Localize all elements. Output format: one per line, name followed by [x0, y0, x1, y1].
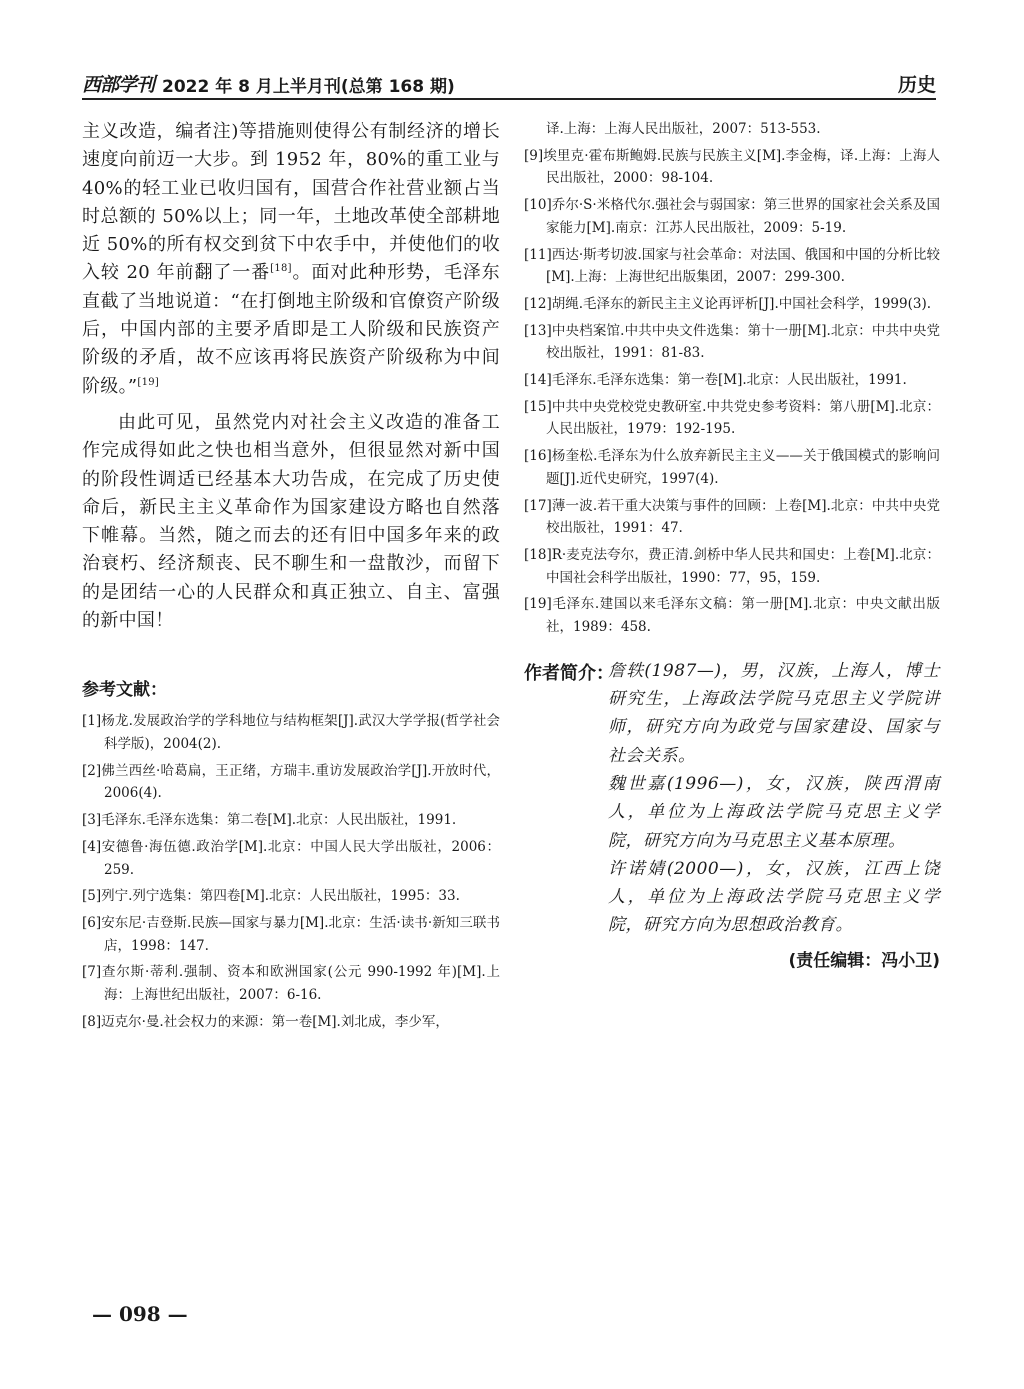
journal-logo: 西部学刊: [82, 74, 155, 96]
reference-item: [16]杨奎松.毛泽东为什么放弃新民主主义——关于俄国模式的影响问题[J].近代史研究，1997(4).: [524, 448, 940, 487]
reference-item: [18]R·麦克法夸尔，费正清.剑桥中华人民共和国史：上卷[M].北京：中国社会科学出版社，1990：77，95，159.: [524, 546, 940, 586]
reference-item: [15]中共中央党校党史教研室.中共党史参考资料：第八册[M].北京：人民出版社，1979：192-195.: [524, 398, 940, 438]
reference-item: [17]薄一波.若干重大决策与事件的回顾：上卷[M].北京：中共中央党校出版社，1991：47.: [524, 497, 940, 537]
reference-item: [6]安东尼·吉登斯.民族—国家与暴力[M].北京：生活·读书·新知三联书店，1998：147.: [82, 914, 500, 954]
reference-item: [19]毛泽东.建国以来毛泽东文稿：第一册[M].北京：中央文献出版社，1989：458.: [524, 596, 940, 636]
citation-18: [18]: [270, 263, 292, 275]
body-paragraph-2: 由此可见，虽然党内对社会主义改造的准备工作完成得如此之快也相当意外，但很显然对新中国的阶段性调适已经基本大功告成，在完成了历史使命后，新民主主义革命作为国家建设方略也自然落下帷幕。当然，随之而去的还有旧中国多年来的政治衰朽、经济颓丧、民不聊生和一盘散沙，而留下的是团结一心的人民群众和真正独立、自主、富强的新中国！: [82, 411, 500, 632]
citation-19: [19]: [137, 376, 160, 388]
reference-item: [5]列宁.列宁选集：第四卷[M].北京：人民出版社，1995：33.: [82, 888, 460, 905]
paragraph-text: 。面对此种形势，毛泽东直截了当地说道：“在打倒地主阶级和官僚资产阶级后，中国内部的主要矛盾即是工人阶级和民族资产阶级的矛盾，故不应该再将民族资产阶级称为中间阶级。”: [82, 262, 500, 397]
issue-info: 2022 年 8 月上半月刊(总第 168 期): [162, 77, 455, 97]
page-header: [82, 70, 936, 100]
references-heading: 参考文献：: [82, 680, 167, 701]
reference-item: [8]迈克尔·曼.社会权力的来源：第一卷[M].刘北成，李少军，: [82, 1013, 449, 1030]
reference-item: [1]杨龙.发展政治学的学科地位与结构框架[J].武汉大学学报(哲学社会科学版)，2004(2).: [82, 713, 500, 753]
reference-item: [9]埃里克·霍布斯鲍姆.民族与民族主义[M].李金梅，译.上海：上海人民出版社，2000：98-104.: [524, 147, 940, 187]
reference-item: [4]安德鲁·海伍德.政治学[M].北京：中国人民大学出版社，2006：259.: [82, 838, 500, 878]
reference-item: [12]胡绳.毛泽东的新民主主义论再评析[J].中国社会科学，1999(3).: [524, 295, 932, 312]
author-bio-entry: 詹轶(1987—)，男，汉族，上海人，博士研究生，上海政法学院马克思主义学院讲师，研究方向为政党与国家建设、国家与社会关系。: [608, 660, 940, 766]
reference-item: [14]毛泽东.毛泽东选集：第一卷[M].北京：人民出版社，1991.: [524, 372, 907, 389]
section-title: 历史: [897, 74, 936, 96]
author-bio: [524, 657, 940, 971]
author-bio-entry: 魏世嘉(1996—)，女，汉族，陕西渭南人，单位为上海政法学院马克思主义学院，研究方向为马克思主义基本原理。: [608, 773, 940, 851]
page-number: — 098 —: [92, 1302, 188, 1326]
author-bio-entry: 许诺婧(2000—)，女，汉族，江西上饶人，单位为上海政法学院马克思主义学院，研究方向为思想政治教育。: [608, 858, 940, 936]
reference-item: [3]毛泽东.毛泽东选集：第二卷[M].北京：人民出版社，1991.: [82, 812, 457, 829]
body-paragraph-1: [82, 118, 500, 401]
reference-item: [11]西达·斯考切波.国家与社会革命：对法国、俄国和中国的分析比较[M].上海：上海世纪出版集团，2007：299-300.: [524, 246, 940, 286]
reference-item: [2]佛兰西丝·哈葛扁，王正绪，方瑞丰.重访发展政治学[J].开放时代，2006(4).: [82, 762, 500, 802]
author-bio-label: 作者简介：: [524, 662, 614, 684]
left-column: [82, 118, 500, 1037]
reference-item: [10]乔尔·S·米格代尔.强社会与弱国家：第三世界的国家社会关系及国家能力[M].南京：江苏人民出版社，2009：5-19.: [524, 197, 940, 236]
reference-list-left: [82, 710, 500, 1033]
responsible-editor: (责任编辑：冯小卫): [788, 950, 940, 971]
reference-continuation: 译.上海：上海人民出版社，2007：513-553.: [546, 121, 821, 137]
reference-item: [13]中央档案馆.中共中央文件选集：第十一册[M].北京：中共中央党校出版社，1991：81-83.: [524, 322, 940, 362]
reference-item: [7]查尔斯·蒂利.强制、资本和欧洲国家(公元 990-1992 年)[M].上海：上海世纪出版社，2007：6-16.: [82, 964, 500, 1004]
right-column: [524, 118, 940, 971]
paragraph-text: 主义改造，编者注)等措施则使得公有制经济的增长速度向前迈一大步。到 1952 年，80%的重工业与 40%的轻工业已收归国有，国营合作社营业额占当时总额的 50%以上；同一年，土地改革使全部耕地近 50%的所有权交到贫下中农手中，并使他们的收入较 20 年前翻了一番: [82, 121, 500, 284]
reference-list-right: [524, 118, 940, 639]
